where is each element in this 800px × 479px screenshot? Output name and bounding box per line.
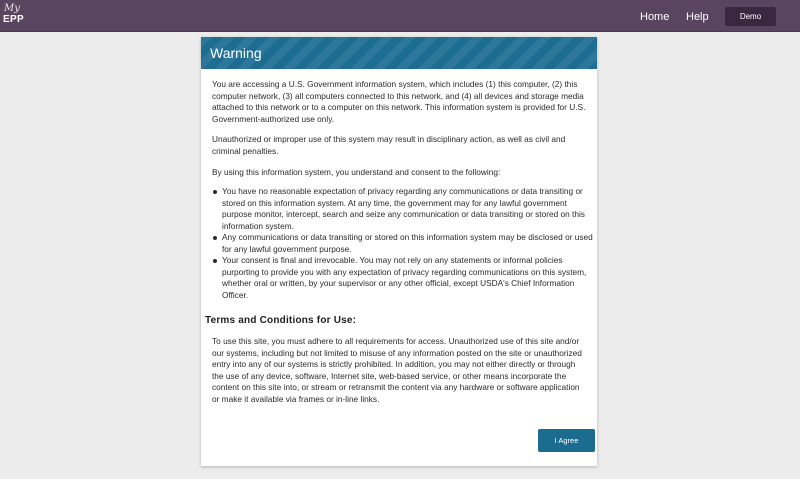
demo-user-button[interactable]: Demo xyxy=(725,7,776,26)
consent-bullet-3 xyxy=(212,255,594,301)
bullet-dot-icon xyxy=(213,236,217,240)
warning-card xyxy=(201,37,597,466)
logo-my-text: My xyxy=(4,3,20,14)
consent-bullet-2 xyxy=(212,232,594,255)
myepp-logo[interactable] xyxy=(3,4,25,28)
warning-title: Warning xyxy=(210,45,262,61)
bullet-dot-icon xyxy=(213,190,217,194)
nav-home-link[interactable]: Home xyxy=(640,11,670,23)
consent-bullet-text: You have no reasonable expectation of privacy regarding any communications or data transiting or stored on this information system. At any time, the government may for any lawful government purpose monitor, intercept, search and seize any communication or data transiting or stored on this information system. xyxy=(222,186,585,231)
nav-help-link[interactable]: Help xyxy=(686,11,709,23)
consent-bullet-list xyxy=(212,186,594,301)
bullet-dot-icon xyxy=(213,259,217,263)
consent-bullet-text: Any communications or data transiting or stored on this information system may be disclosed or used for any lawful government purpose. xyxy=(222,232,593,254)
consent-bullet-text: Your consent is final and irrevocable. You may not rely on any statements or informal policies purporting to provide you with any expectation of privacy regarding communications on this system, whether oral or written, by your supervisor or any other official, except USDA's Chief Information Officer. xyxy=(222,255,587,300)
top-navigation-bar xyxy=(0,0,800,32)
warning-card-header xyxy=(201,37,597,69)
warning-paragraph-2: Unauthorized or improper use of this system may result in disciplinary action, as well as civil and criminal penalties. xyxy=(212,134,566,156)
consent-bullet-1 xyxy=(212,186,594,232)
logo-epp-text: EPP xyxy=(3,14,24,25)
warning-paragraph-3: By using this information system, you understand and consent to the following: xyxy=(212,167,501,177)
terms-paragraph: To use this site, you must adhere to all requirements for access. Unauthorized use of this site and/or our systems, including but not limited to misuse of any information posted on the site or unauthorized entry into any of our systems is strictly prohibited. In addition, you may not either directly or through the use of any device, software, Internet site, web-based service, or other means incorporate the content on this site into, or stream or retransmit the content via any hardware or software application or make it available via frames or in-line links. xyxy=(212,336,582,404)
terms-heading: Terms and Conditions for Use: xyxy=(205,315,357,326)
i-agree-button[interactable]: I Agree xyxy=(538,429,595,452)
warning-paragraph-1: You are accessing a U.S. Government information system, which includes (1) this computer, (2) this computer network, (3) all computers connected to this network, and (4) all devices and storage media attached to this network or to a computer on this network. This information system is provided for U.S. Government-authorized use only. xyxy=(212,79,586,124)
